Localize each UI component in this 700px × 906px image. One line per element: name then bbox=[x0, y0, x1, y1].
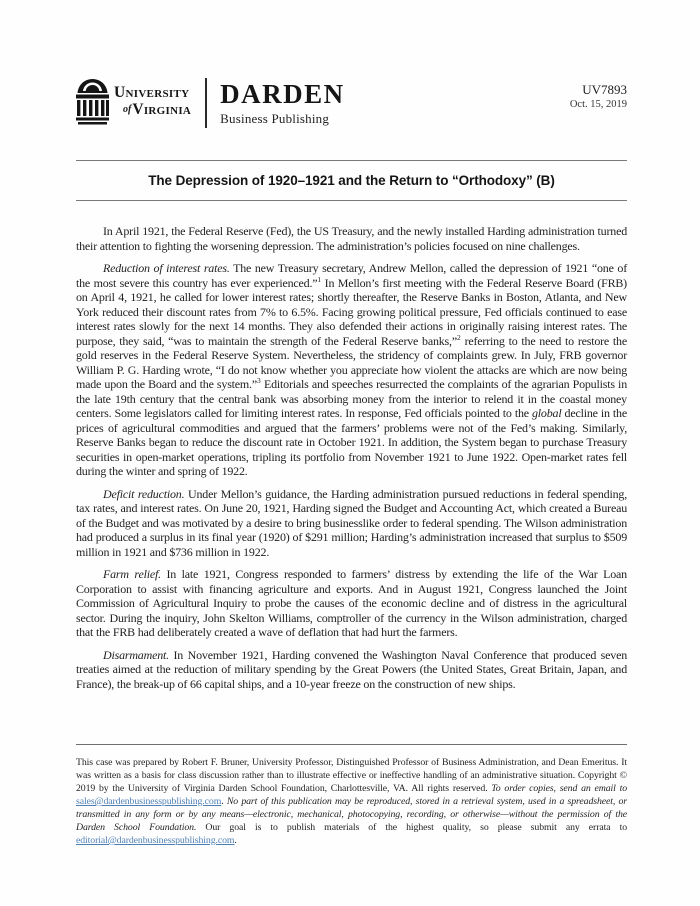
doc-meta bbox=[570, 78, 627, 111]
emphasis-global: global bbox=[531, 406, 562, 420]
paragraph-text: In November 1921, Harding convened the Washington Naval Conference that produced seven treaties aimed at the reduction of military spending by the Great Powers (the United States, Great Britain, Japan, and France), the break-up of 66 capital ships, and a 10-year freeze on the construction of new ships. bbox=[76, 647, 627, 691]
case-title-block bbox=[76, 160, 627, 201]
sales-email-link[interactable]: sales@dardenbusinesspublishing.com bbox=[76, 796, 222, 807]
body-paragraph-interest-rates bbox=[76, 261, 627, 479]
uva-rotunda-logo-icon bbox=[76, 78, 109, 125]
masthead-divider bbox=[205, 78, 207, 128]
paragraph-text: Editorials and speeches resurrected the complaints of the agrarian Populists in the late 19th century that the central bank was absorbing money from the interior to relend it in the coastal money centers. Some legislators called for limiting interest rates. In response, Fed officials pointed to the bbox=[76, 377, 627, 420]
paragraph-text: In Mellon’s first meeting with the Federal Reserve Board (FRB) on April 4, 1921, he called for lower interest rates; shortly thereafter, the Reserve Banks in Boston, Atlanta, and New York reduced their discount rates from 7% to 6.5%. Facing growing political pressure, Fed officials continued to ease interest rates slowly for the next 14 months. They also defended their actions in originally raising interest rates. The purpose, they said, “was to maintain the strength of the Federal Reserve banks,” bbox=[76, 275, 627, 348]
footer-italic-copyright: No part of this publication may be reproduced, stored in a retrieval system, used in a spreadsheet, or transmitted in any form or by any means—electronic, mechanical, photocopying, recording, or otherwise—without the permission of the Darden School Foundation. bbox=[76, 796, 627, 833]
university-wordmark-line2 bbox=[123, 102, 191, 118]
publisher-subtitle: Business Publishing bbox=[220, 111, 330, 126]
body-paragraph-intro bbox=[76, 224, 627, 253]
paragraph-lead: Disarmament. bbox=[103, 647, 169, 662]
footer-text: Our goal is to publish materials of the highest quality, so please submit any errata to bbox=[196, 822, 628, 833]
paragraph-text: decline in the prices of agricultural commodities and argued that the farmers’ problems were not of the Fed’s making. Similarly, Reserve Banks began to reduce the discount rate in October 1921. In addition, the System began to purchase Treasury securities in open-market operations, tripling its portfolio from November 1921 to June 1922. Open-market rates fell during the winter and spring of 1922. bbox=[76, 406, 627, 478]
case-body bbox=[76, 224, 627, 699]
editorial-email-link[interactable]: editorial@dardenbusinesspublishing.com bbox=[76, 835, 235, 846]
paragraph-text: referring to the need to restore the gold reserves in the Federal Reserve System. Nevertheless, the stridency of complaints grew. In July, FRB governor William P. G. Harding wrote, “I do not know whether you appreciate how violent the attacks are which are now being made upon the Board and the system.” bbox=[76, 333, 627, 391]
publisher-name: DARDEN bbox=[220, 79, 345, 109]
footer-italic-order: To order copies, send an email to bbox=[491, 783, 627, 794]
doc-date: Oct. 15, 2019 bbox=[569, 99, 627, 111]
paragraph-text: In late 1921, Congress responded to farmers’ distress by extending the life of the War Loan Corporation to assist with financing agriculture and exports. And in August 1921, Congress launched the Joint Commission of Agricultural Inquiry to probe the causes of the economic decline and of distress in the agricultural sector. During the inquiry, John Skelton Williams, comptroller of the currency in the Wilson administration, charged that the FRB had deliberately created a wave of deflation that had hurt the farmers. bbox=[76, 567, 627, 639]
paragraph-text: In April 1921, the Federal Reserve (Fed), the US Treasury, and the newly installed Harding administration turned their attention to fighting the worsening depression. The administration’s policies focused on nine challenges. bbox=[76, 224, 627, 253]
paragraph-lead: Farm relief. bbox=[103, 567, 161, 581]
case-title: The Depression of 1920–1921 and the Return to “Orthodoxy” (B) bbox=[148, 173, 555, 188]
masthead bbox=[76, 78, 627, 128]
body-paragraph-disarmament bbox=[76, 648, 627, 692]
university-wordmark-line1: University bbox=[114, 84, 190, 101]
footnote-ref-2: 2 bbox=[456, 332, 461, 342]
publisher-wordmark bbox=[220, 78, 345, 125]
paragraph-text: Under Mellon’s guidance, the Harding administration pursued reductions in federal spending, tax rates, and interest rates. On June 20, 1921, Harding signed the Budget and Accounting Act, which created a Bureau of the Budget and was motivated by a desire to bring businesslike order to federal spending. The Wilson administration had produced a surplus in its final year (1920) of $291 million; Harding’s administration increased that surplus to $509 million in 1921 and $736 million in 1922. bbox=[76, 486, 627, 559]
footer-text: . bbox=[221, 796, 227, 807]
footer-text: This case was prepared by Robert F. Bruner, University Professor, Distinguished Professor of Business Administration, and Dean Emeritus. It was written as a basis for class discussion rather than to illustrate effective or ineffective handling of an administrative situation. Copyright © 2019 by the University of Virginia Darden School Foundation, Charlottesville, VA. All rights reserved. bbox=[76, 757, 627, 794]
body-paragraph-deficit-reduction bbox=[76, 487, 627, 560]
case-footer bbox=[76, 744, 627, 847]
paragraph-text: The new Treasury secretary, Andrew Mellon, called the depression of 1921 “one of the most severe this country has ever experienced.” bbox=[76, 261, 627, 290]
body-paragraph-farm-relief bbox=[76, 567, 627, 640]
paragraph-lead: Reduction of interest rates. bbox=[103, 261, 230, 275]
footnote-ref-3: 3 bbox=[256, 376, 261, 385]
university-wordmark-virginia: Virginia bbox=[132, 100, 192, 118]
university-wordmark-of: of bbox=[123, 103, 132, 115]
footer-text: . bbox=[234, 835, 237, 846]
footnote-ref-1: 1 bbox=[317, 274, 322, 284]
university-wordmark bbox=[114, 78, 191, 117]
doc-number: UV7893 bbox=[582, 82, 627, 97]
paragraph-lead: Deficit reduction. bbox=[103, 486, 185, 501]
